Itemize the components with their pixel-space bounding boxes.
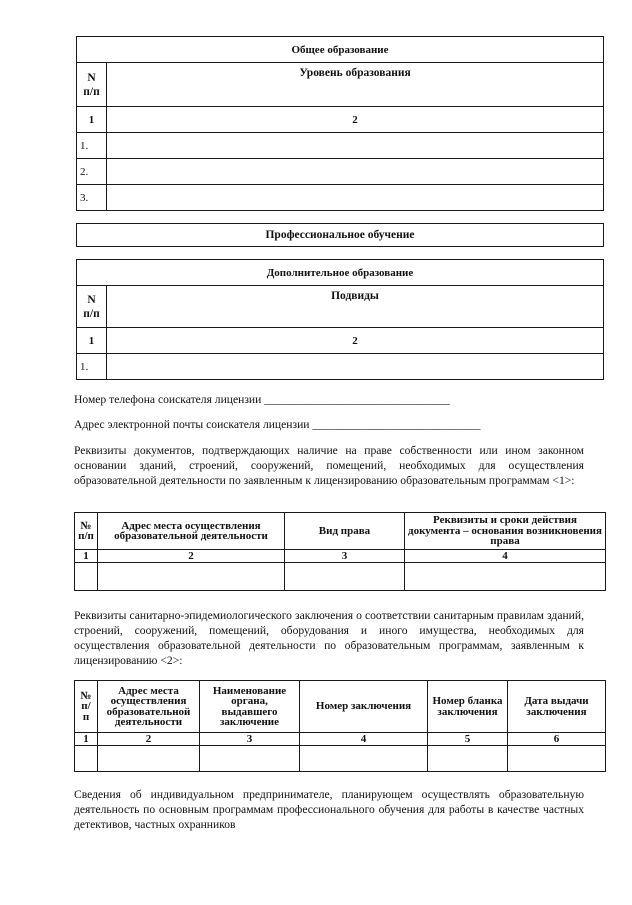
property-docs-col-num: 3 [285,550,405,563]
property-docs-col-num: 2 [98,550,285,563]
subtype-cell[interactable] [107,354,604,380]
row-number: 3. [77,185,107,211]
sanitary-header: Адрес места осуществления образовательной деятельности [98,681,200,733]
table-row [77,354,604,380]
empty-cell[interactable] [508,746,606,772]
phone-line [74,393,450,406]
table-row [75,563,606,591]
empty-cell[interactable] [300,746,428,772]
education-level-cell[interactable] [107,185,604,211]
entrepreneur-paragraph: Сведения об индивидуальном предпринимателе, планирующем осуществлять образовательную деятельность по основным программам профессионального обучения для работы в качестве частных детективов, частных охранников [74,788,584,831]
empty-cell[interactable] [75,563,98,591]
property-docs-header: № п/п [75,513,98,550]
property-docs-col-num: 1 [75,550,98,563]
email-line [74,418,481,431]
general-education-col1-num: 1 [77,107,107,133]
property-docs-table [74,512,606,591]
general-education-col1-header: N п/п [77,63,107,107]
table-row [75,746,606,772]
empty-cell[interactable] [98,746,200,772]
email-field[interactable]: _____________________________ [312,418,481,431]
empty-cell[interactable] [285,563,405,591]
table-row [77,159,604,185]
empty-cell[interactable] [428,746,508,772]
email-label: Адрес электронной почты соискателя лицензии [74,418,310,431]
sanitary-col-num: 2 [98,733,200,746]
general-education-title: Общее образование [77,37,604,63]
empty-cell[interactable] [405,563,606,591]
general-education-col2-num: 2 [107,107,604,133]
phone-field[interactable]: ________________________________ [264,393,450,406]
empty-cell[interactable] [98,563,285,591]
general-education-table [76,36,604,211]
sanitary-col-num: 3 [200,733,300,746]
sanitary-col-num: 4 [300,733,428,746]
additional-education-table [76,259,604,380]
property-docs-header: Адрес места осуществления образовательной деятельности [98,513,285,550]
sanitary-col-num: 5 [428,733,508,746]
sanitary-col-num: 1 [75,733,98,746]
property-docs-header: Вид права [285,513,405,550]
table-row [77,185,604,211]
additional-education-col1-num: 1 [77,328,107,354]
additional-education-col2-num: 2 [107,328,604,354]
property-docs-header: Реквизиты и сроки действия документа – основания возникновения права [405,513,606,550]
row-number: 2. [77,159,107,185]
education-level-cell[interactable] [107,159,604,185]
table-row [77,133,604,159]
general-education-col2-header: Уровень образования [107,63,604,107]
property-docs-col-num: 4 [405,550,606,563]
sanitary-header: Номер бланка заключения [428,681,508,733]
additional-education-col1-header: N п/п [77,286,107,328]
sanitary-header: Наименование органа, выдавшего заключение [200,681,300,733]
property-docs-paragraph: Реквизиты документов, подтверждающих наличие на праве собственности или ином законном основании зданий, строений, сооружений, помещений, необходимых для осуществления образовательной деятельности по заявленным к лицензированию образовательным программам <1>: [74,444,584,487]
professional-training-title: Профессиональное обучение [76,223,604,247]
sanitary-header: Номер заключения [300,681,428,733]
sanitary-col-num: 6 [508,733,606,746]
sanitary-table [74,680,606,772]
sanitary-paragraph: Реквизиты санитарно-эпидемиологического заключения о соответствии санитарным правилам зданий, строений, сооружений, помещений, оборудования и иного имущества, необходимых для осуществления образовательной деятельности по образовательным программам, заявленным к лицензированию <2>: [74,609,584,667]
empty-cell[interactable] [75,746,98,772]
sanitary-header: Дата выдачи заключения [508,681,606,733]
phone-label: Номер телефона соискателя лицензии [74,393,262,406]
row-number: 1. [77,354,107,380]
education-level-cell[interactable] [107,133,604,159]
row-number: 1. [77,133,107,159]
sanitary-header: № п/ п [75,681,98,733]
empty-cell[interactable] [200,746,300,772]
additional-education-col2-header: Подвиды [107,286,604,328]
additional-education-title: Дополнительное образование [77,260,604,286]
